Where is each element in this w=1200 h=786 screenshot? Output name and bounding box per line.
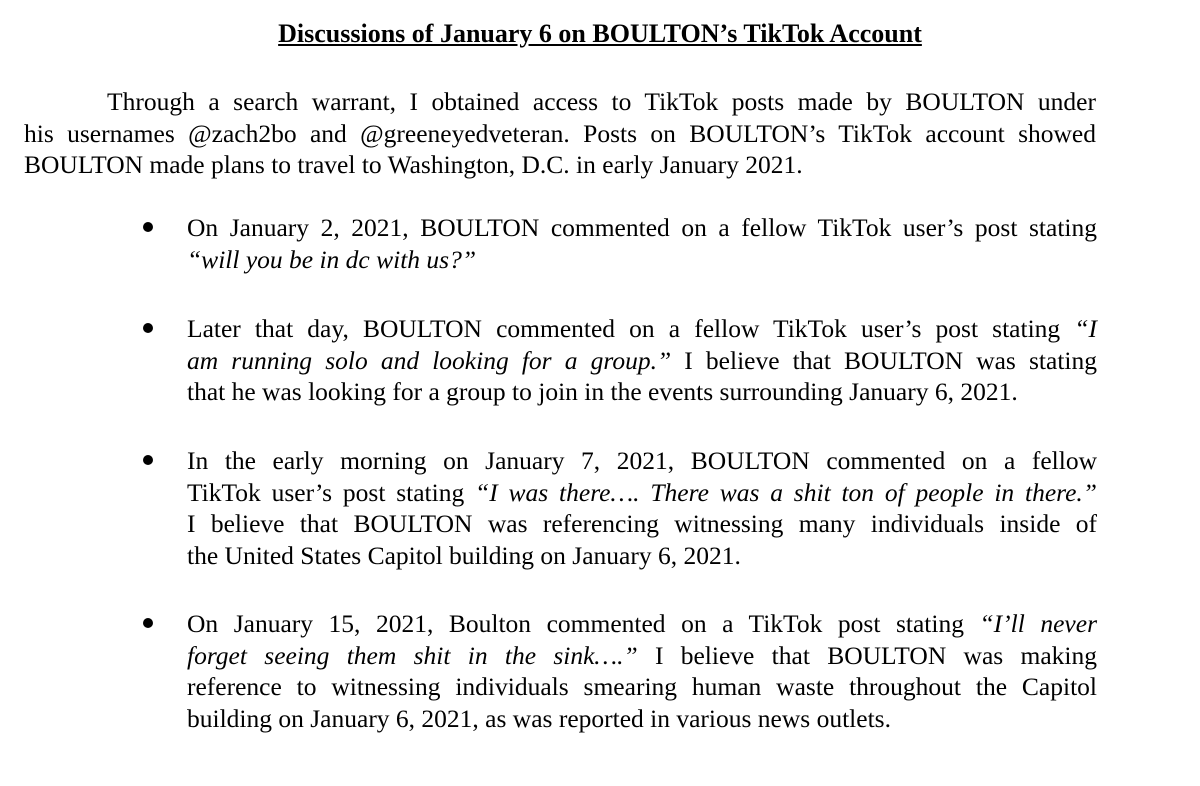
quoted-comment: forget seeing them shit in the sink….”	[187, 640, 638, 670]
bullet-line	[187, 640, 1097, 672]
bullet-line: On January 2, 2021, BOULTON commented on a fellow TikTok user’s post stating	[187, 213, 1097, 242]
bullet-line-text: I believe that BOULTON was stating	[671, 345, 1097, 375]
bullet-line	[187, 477, 1097, 509]
bullet-line	[187, 313, 1097, 345]
bullet-line: I believe that BOULTON was referencing witnessing many individuals inside of	[187, 509, 1097, 538]
quoted-comment: “I was there…. There was a shit ton of people in there.”	[475, 477, 1097, 507]
bullet-line-text: On January 15, 2021, Boulton commented on a TikTok post stating	[187, 609, 980, 638]
quoted-comment: am running solo and looking for a group.”	[187, 345, 672, 375]
intro-paragraph	[24, 86, 1096, 181]
intro-line: BOULTON made plans to travel to Washington, D.C. in early January 2021.	[24, 150, 803, 179]
bullet-text	[187, 212, 1097, 275]
bullet-icon	[143, 323, 153, 333]
bullet-line-text: Later that day, BOULTON commented on a fellow TikTok user’s post stating	[187, 314, 1075, 343]
bullet-line	[187, 244, 1097, 276]
document-heading: Discussions of January 6 on BOULTON’s TikTok Account	[278, 19, 922, 48]
bullet-line	[187, 345, 1097, 377]
bullet-text	[187, 445, 1097, 571]
bullet-line-text: TikTok user’s post stating	[187, 477, 476, 507]
bullet-line: building on January 6, 2021, as was reported in various news outlets.	[187, 703, 891, 733]
bullet-line: the United States Capitol building on January 6, 2021.	[187, 540, 741, 570]
bullet-line-text: I believe that BOULTON was making	[637, 640, 1097, 670]
bullet-line	[187, 608, 1097, 640]
quoted-comment: “I	[1074, 314, 1097, 343]
bullet-icon	[143, 222, 153, 232]
bullet-icon	[143, 618, 153, 628]
intro-line: Through a search warrant, I obtained access to TikTok posts made by BOULTON under	[107, 87, 1096, 116]
quoted-comment: “will you be in dc with us?”	[187, 244, 477, 274]
bullet-line: reference to witnessing individuals smearing human waste throughout the Capitol	[187, 672, 1097, 701]
quoted-comment: “I’ll never	[979, 609, 1097, 638]
intro-line: his usernames @zach2bo and @greeneyedveteran. Posts on BOULTON’s TikTok account showed	[24, 118, 1096, 148]
bullet-line: that he was looking for a group to join in the events surrounding January 6, 2021.	[187, 377, 1018, 406]
bullet-line: In the early morning on January 7, 2021, BOULTON commented on a fellow	[187, 446, 1097, 475]
bullet-icon	[143, 455, 153, 465]
bullet-text	[187, 608, 1097, 734]
bullet-text	[187, 313, 1097, 408]
